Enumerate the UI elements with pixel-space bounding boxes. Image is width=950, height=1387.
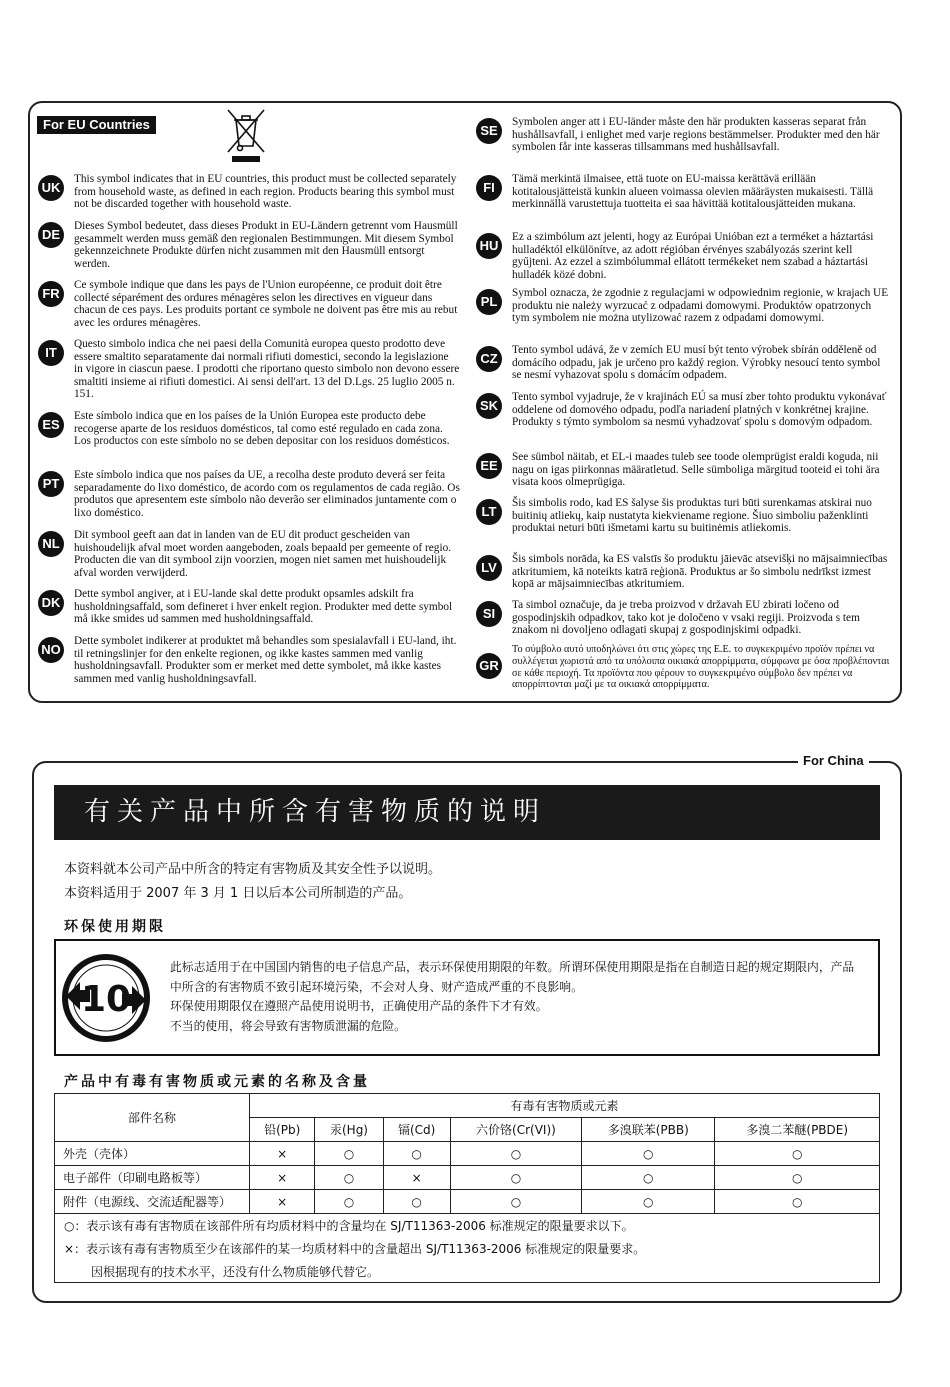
china-intro-line-2: 本资料适用于 2007 年 3 月 1 日以后本公司所制造的产品。 <box>64 886 412 901</box>
country-badge: UK <box>38 175 64 201</box>
country-badge: EE <box>476 453 502 479</box>
mark-cell: ○ <box>582 1166 715 1190</box>
mark-cell: ○ <box>582 1142 715 1166</box>
eu-entry-text: Este símbolo indica que nos países da UE, a recolha deste produto deverá ser feita separadamente do lixo doméstico, de acordo com os regulamentos de cada região. Os produtos que apresentem este símbolo não deverão ser eliminados juntamente com o lixo doméstico. <box>74 469 460 519</box>
eu-entry-text: Dette symbol angiver, at i EU-lande skal dette produkt opsamles adskilt fra husholdningsaffald, som defineret i hver enkelt region. Produkter med dette symbol må ikke smides ud sammen med husholdningsaffald. <box>74 588 453 626</box>
period-text-2: 环保使用期限仅在遵照产品使用说明书，正确使用产品的条件下才有效。 <box>170 999 548 1013</box>
table-row <box>55 1166 880 1190</box>
mark-cell: ○ <box>450 1166 581 1190</box>
eu-entry-text: Symbolen anger att i EU-länder måste den här produkten kasseras separat från hushållsavfall, i enlighet med varje regions bestämmelser. Produkter med den här symbolen får inte kasseras tillsammans med hushållsavfall. <box>512 116 880 154</box>
mark-cell: ○ <box>383 1190 450 1214</box>
eu-entry-text: Šis simbols norāda, ka ES valstīs šo produktu jāievāc atsevišķi no mājsaimniecības atkritumiem, kā noteikts katrā reģionā. Produktus ar šo simbolu nedrīkst izmest kopā ar mājsaimniecības atkritumiem. <box>512 553 888 591</box>
eu-entry-dk <box>38 588 460 626</box>
substance-header: 镉(Cd) <box>383 1118 450 1142</box>
eu-entry-se <box>476 116 890 154</box>
mark-cell: ○ <box>383 1142 450 1166</box>
table-row <box>55 1142 880 1166</box>
epup-number: 10 <box>80 979 132 1020</box>
country-badge: NO <box>38 637 64 663</box>
country-badge: DK <box>38 590 64 616</box>
period-heading: 环保使用期限 <box>64 919 166 935</box>
eu-entry-text: See sümbol näitab, et EL-i maades tuleb see toode olemprügist eraldi koguda, nii nagu on igas piirkonnas määratletud. Selle sümboliga märgitud tooteid ei tohi ära visata koos olmeprügiga. <box>512 451 880 489</box>
mark-cell: ○ <box>715 1142 880 1166</box>
eu-entry-text: Ta simbol označuje, da je treba proizvod v državah EU zbirati ločeno od gospodinjskih odpadkov, tako kot je določeno v vsaki regiji. Proizvoda s tem znakom ni dovoljeno odlagati skupaj z gospodinjskimi odpadki. <box>512 599 860 637</box>
china-intro-line-1: 本资料就本公司产品中所含的特定有害物质及其安全性予以说明。 <box>64 862 442 877</box>
eu-entry-text: Ez a szimbólum azt jelenti, hogy az Európai Unióban ezt a terméket a háztartási hulladéktól elkülönítve, az adott régióban érvényes szabályozás szerint kell gyűjteni. Az ezzel a szimbólummal ellátott termékeket nem szabad a háztartási hulladék közé dobni. <box>512 231 874 281</box>
eu-section-title: For EU Countries <box>37 116 156 134</box>
country-badge: FI <box>476 175 502 201</box>
eu-entry-lv <box>476 553 890 591</box>
eu-entry-text: Questo simbolo indica che nei paesi della Comunità europea questo prodotto deve essere smaltito separatamente dai normali rifiuti domestici, secondo la legislazione in vigore in ciascun paese. I prodotti che riportano questo simbolo non devono essere smaltiti insieme ai rifiuti domestici. Ai sensi dell'art. 13 del D.Lgs. 25 luglio 2005 n. 151. <box>74 338 460 401</box>
country-badge: NL <box>38 531 64 557</box>
country-badge: ES <box>38 412 64 438</box>
mark-cell: ○ <box>582 1190 715 1214</box>
table-notes <box>54 1213 880 1283</box>
substance-header: 多溴二苯醚(PBDE) <box>715 1118 880 1142</box>
note-cross: ×：表示该有毒有害物质至少在该部件的某一均质材料中的含量超出 SJ/T11363-2006 标准规定的限量要求。 <box>64 1242 646 1256</box>
eu-entry-pl <box>476 287 890 325</box>
eu-entry-de <box>38 220 460 270</box>
country-badge: PL <box>476 289 502 315</box>
table-heading: 产品中有毒有害物质或元素的名称及含量 <box>64 1074 370 1090</box>
country-badge: IT <box>38 340 64 366</box>
eu-entry-hu <box>476 231 890 281</box>
mark-cell: × <box>250 1190 315 1214</box>
mark-cell: ○ <box>315 1142 383 1166</box>
mark-cell: ○ <box>715 1166 880 1190</box>
country-badge: FR <box>38 281 64 307</box>
period-text-1: 此标志适用于在中国国内销售的电子信息产品，表示环保使用期限的年数。所谓环保使用期限是指在自制造日起的规定期限内，产品中所含的有害物质不致引起环境污染，不会对人身、财产造成严重的不良影响。 <box>170 960 855 994</box>
china-banner-title: 有关产品中所含有害物质的说明 <box>54 785 880 840</box>
eu-entry-ee <box>476 451 890 489</box>
country-badge: DE <box>38 222 64 248</box>
mark-cell: ○ <box>315 1190 383 1214</box>
eu-entry-text: Este símbolo indica que en los países de la Unión Europea este producto debe recogerse aparte de los residuos domésticos, tal como esté regulado en cada zona. Los productos con este símbolo no se deben depositar con los residuos domésticos. <box>74 410 450 448</box>
eu-entry-si <box>476 599 890 637</box>
eu-entry-fr <box>38 279 460 329</box>
china-section-label: For China <box>798 752 869 770</box>
country-badge: SE <box>476 118 502 144</box>
eu-entry-nl <box>38 529 460 579</box>
mark-cell: × <box>250 1142 315 1166</box>
eu-entry-gr <box>476 644 890 691</box>
mark-cell: × <box>383 1166 450 1190</box>
mark-cell: ○ <box>450 1190 581 1214</box>
note-circle: ○：表示该有毒有害物质在该部件所有均质材料中的含量均在 SJ/T11363-2006 标准规定的限量要求以下。 <box>64 1219 634 1233</box>
mark-cell: × <box>250 1166 315 1190</box>
eu-entry-sk <box>476 391 890 429</box>
eu-entry-text: Ce symbole indique que dans les pays de l'Union européenne, ce produit doit être collecté séparément des ordures ménagères selon les directives en vigueur dans chacun de ces pays. Les produits portant ce symbole ne doivent pas être mis au rebut avec les ordures ménagères. <box>74 279 458 329</box>
part-name-cell: 外壳（壳体） <box>55 1142 250 1166</box>
environmental-protection-use-period-icon <box>60 952 152 1044</box>
mark-cell: ○ <box>715 1190 880 1214</box>
period-text-3: 不当的使用，将会导致有害物质泄漏的危险。 <box>170 1018 406 1033</box>
substance-group-header: 有毒有害物质或元素 <box>250 1094 880 1118</box>
substance-header: 汞(Hg) <box>315 1118 383 1142</box>
country-badge: HU <box>476 233 502 259</box>
substance-header: 六价铬(Cr(VI)) <box>450 1118 581 1142</box>
eu-entry-text: Šis simbolis rodo, kad ES šalyse šis produktas turi būti surenkamas atskirai nuo buitinių atliekų, kaip nustatyta kiekviename regione. Šiuo simboliu paženklinti produktai neturi būti išmetami kartu su buitinėmis atliekomis. <box>512 497 872 535</box>
country-badge: GR <box>476 653 502 679</box>
country-badge: PT <box>38 471 64 497</box>
eu-entry-no <box>38 635 460 685</box>
country-badge: SK <box>476 393 502 419</box>
eu-entry-fi <box>476 173 890 211</box>
substance-header: 铅(Pb) <box>250 1118 315 1142</box>
note-reason: 因根据现有的技术水平，还没有什么物质能够代替它。 <box>91 1265 380 1279</box>
eu-entry-text: Dit symbool geeft aan dat in landen van de EU dit product gescheiden van huishoudelijk afval moet worden aangeboden, zoals bepaald per gemeente of regio. Producten die van dit symbool zijn voorzien, mogen niet samen met huishoudelijk afval worden verwijderd. <box>74 529 452 579</box>
hazardous-substance-table <box>54 1093 880 1214</box>
crossed-wheelie-bin-icon <box>226 108 266 164</box>
eu-entry-text: Dieses Symbol bedeutet, dass dieses Produkt in EU-Ländern getrennt vom Hausmüll gesammelt werden muss gemäß den regionalen Bestimmungen. Mit diesem Symbol gekennzeichnete Produkte dürfen nicht zusammen mit den Hausmüll entsorgt werden. <box>74 220 458 270</box>
part-name-header: 部件名称 <box>55 1094 250 1142</box>
mark-cell: ○ <box>450 1142 581 1166</box>
eu-entry-pt <box>38 469 460 519</box>
eu-entry-text: Tämä merkintä ilmaisee, että tuote on EU-maissa kerättävä erillään kotitalousjätteistä kunkin alueen voimassa olevien määräysten mukaisesti. Tällä merkinnällä varustettuja tuotteita ei saa hävittää kotitalousjätteiden mukana. <box>512 173 874 211</box>
eu-entry-uk <box>38 173 460 211</box>
eu-entry-text: Dette symbolet indikerer at produktet må behandles som spesialavfall i EU-land, iht. til retningslinjer for den enkelte regionen, og ikke kastes sammen med vanlig husholdningsavfall. Produkter som er merket med dette symbolet, må ikke kastes sammen med vanlig husholdningsavfall. <box>74 635 457 685</box>
eu-entry-es <box>38 410 460 448</box>
part-name-cell: 附件（电源线、交流适配器等） <box>55 1190 250 1214</box>
eu-entry-text: Το σύμβολο αυτό υποδηλώνει ότι στις χώρες της Ε.Ε. το συγκεκριμένο προϊόν πρέπει να συλλέγεται χωριστά από τα υπόλοιπα οικιακά απορρίμματα, σύμφωνα με όσα προβλέπονται σε κάθε περιοχή. Τα προϊόντα που φέρουν το συγκεκριμένο σύμβολο δεν πρέπει να απορρίπτονται μαζί με τα οικιακά απορρίμματα. <box>512 644 890 691</box>
eu-entry-text: This symbol indicates that in EU countries, this product must be collected separately from household waste, as defined in each region. Products bearing this symbol must not be discarded together with household waste. <box>74 173 457 211</box>
eu-entry-text: Tento symbol udává, že v zemích EU musí být tento výrobek sbírán odděleně od domácího odpadu, jak je určeno pro každý region. Výrobky nesoucí tento symbol se nesmí vyhazovat spolu s domácím odpadem. <box>512 344 881 382</box>
eu-entry-cz <box>476 344 890 382</box>
country-badge: LT <box>476 499 502 525</box>
eu-entry-text: Symbol oznacza, że zgodnie z regulacjami w odpowiednim regionie, w krajach UE produktu nie należy wyrzucać z odpadami domowymi. Produktów opatrzonych tym symbolem nie można utylizować razem z odpadami domowymi. <box>512 287 889 325</box>
table-row <box>55 1190 880 1214</box>
eu-entry-text: Tento symbol vyjadruje, že v krajinách EÚ sa musí zber tohto produktu vykonávať oddelene od domového odpadu, podľa nariadení platných v konkrétnej krajine. Produkty s týmto symbolom sa nesmú vyhadzovať spolu s domovým odpadom. <box>512 391 887 429</box>
part-name-cell: 电子部件（印刷电路板等） <box>55 1166 250 1190</box>
period-description <box>170 958 865 1036</box>
mark-cell: ○ <box>315 1166 383 1190</box>
country-badge: SI <box>476 601 502 627</box>
eu-entry-it <box>38 338 460 401</box>
country-badge: CZ <box>476 346 502 372</box>
substance-header: 多溴联苯(PBB) <box>582 1118 715 1142</box>
country-badge: LV <box>476 555 502 581</box>
eu-entry-lt <box>476 497 890 535</box>
